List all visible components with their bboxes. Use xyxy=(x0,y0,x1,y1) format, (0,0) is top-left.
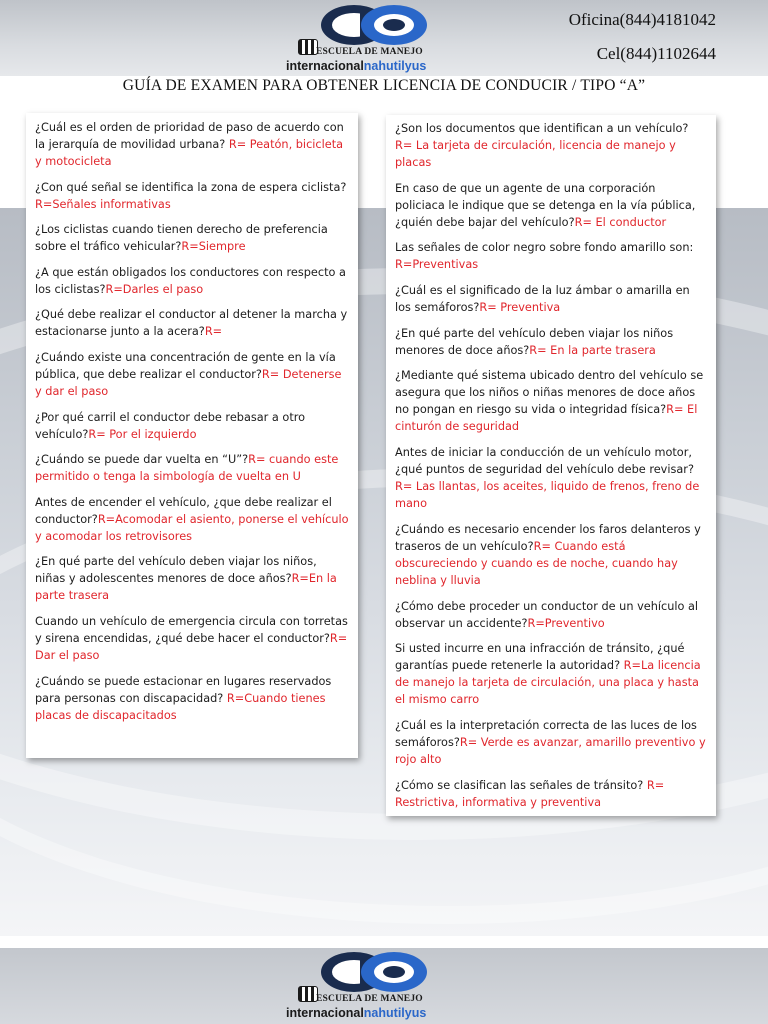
answer-text: R= Las llantas, los aceites, liquido de frenos, freno de mano xyxy=(395,480,700,511)
question-item xyxy=(395,444,707,512)
question-text: ¿Cuándo existe una concentración de gente en la vía pública, que debe realizar el conductor? xyxy=(35,350,336,381)
question-item xyxy=(35,673,349,724)
question-text: ¿Por qué carril el conductor debe rebasar a otro vehículo? xyxy=(35,410,306,441)
question-item xyxy=(395,282,707,316)
answer-text: R= Preventiva xyxy=(479,301,561,315)
question-text: ¿En qué parte del vehículo deben viajar los niños, niñas y adolescentes menores de doce años? xyxy=(35,555,317,586)
question-item xyxy=(395,717,707,768)
footer-logo xyxy=(286,950,456,1022)
question-text: ¿En qué parte del vehículo deben viajar los niños menores de doce años? xyxy=(395,326,674,357)
answer-text: R= En la parte trasera xyxy=(529,343,656,357)
question-text: Si usted incurre en una infracción de tránsito, ¿qué garantías puede retenerle la autoridad? xyxy=(395,642,685,673)
question-item xyxy=(395,777,707,811)
answer-text: R= El cinturón de seguridad xyxy=(395,403,698,434)
question-item xyxy=(395,239,707,273)
school-name: ESCUELA DE MANEJO xyxy=(316,994,423,1004)
question-item xyxy=(35,451,349,485)
cell-phone: Cel(844)1102644 xyxy=(596,44,716,63)
office-phone: Oficina(844)4181042 xyxy=(568,10,716,29)
question-text: ¿Qué debe realizar el conductor al detener la marcha y estacionarse junto a la acera? xyxy=(35,308,348,339)
question-text: ¿Cuál es el orden de prioridad de paso de acuerdo con la jerarquía de movilidad urbana? xyxy=(35,121,344,151)
answer-text: R= Cuando está obscureciendo y cuando es de noche, cuando hay neblina y lluvia xyxy=(395,539,678,587)
answer-text: R= cuando este permitido o tenga la simbología de vuelta en U xyxy=(35,453,339,484)
question-text: ¿A que están obligados los conductores con respecto a los ciclistas? xyxy=(35,265,346,296)
right-question-list xyxy=(386,115,716,816)
question-text: ¿Los ciclistas cuando tienen derecho de preferencia sobre el tráfico vehicular? xyxy=(35,223,328,254)
answer-text: R=La licencia de manejo la tarjeta de circulación, una placa y hasta el mismo carro xyxy=(395,659,701,707)
question-item xyxy=(395,180,707,231)
question-text: Antes de encender el vehículo, ¿que debe realizar el conductor? xyxy=(35,495,332,526)
question-item xyxy=(35,221,349,255)
question-item xyxy=(395,640,707,708)
answer-text: R= Verde es avanzar, amarillo preventivo y rojo alto xyxy=(395,735,706,766)
answer-text: R= Dar el paso xyxy=(35,631,348,662)
brand-name: internacionalnahutilyus xyxy=(286,1006,427,1020)
school-logo-icon xyxy=(316,3,436,47)
question-text: En caso de que un agente de una corporación policiaca le indique que se detenga en la vía pública, ¿quién debe bajar del vehículo? xyxy=(395,181,696,229)
answer-text: R= xyxy=(204,325,223,339)
answer-text: R=Cuando tienes placas de discapacitados xyxy=(35,691,326,722)
question-text: ¿Mediante qué sistema ubicado dentro del vehículo se asegura que los niños o niñas menores de doce años no pongan en riesgo su vida o integridad física? xyxy=(395,369,704,417)
question-item xyxy=(35,179,349,213)
answer-text: R=Preventivo xyxy=(527,616,605,630)
question-text: ¿Cuándo es necesario encender los faros delanteros y traseros de un vehículo? xyxy=(395,522,701,553)
question-item xyxy=(395,325,707,359)
answer-text: R= El conductor xyxy=(574,215,667,229)
question-text: ¿Cómo debe proceder un conductor de un vehículo al observar un accidente? xyxy=(395,599,699,630)
answer-text: R= Peatón, bicicleta y motocicleta xyxy=(35,138,344,168)
question-item xyxy=(35,409,349,443)
page-title: GUÍA DE EXAMEN PARA OBTENER LICENCIA DE CONDUCIR / TIPO “A” xyxy=(122,77,646,94)
checkered-flag-icon xyxy=(298,39,318,55)
question-text: ¿Cuándo se puede estacionar en lugares reservados para personas con discapacidad? xyxy=(35,674,332,705)
answer-text: R= Por el izquierdo xyxy=(88,427,197,441)
left-question-list xyxy=(26,113,358,758)
question-text: ¿Son los documentos que identifican a un vehículo? xyxy=(395,122,689,135)
question-item xyxy=(35,553,349,604)
question-item xyxy=(35,613,349,664)
answer-text: R= Detenerse y dar el paso xyxy=(35,367,342,398)
answer-text: R=Preventivas xyxy=(395,258,479,272)
question-item xyxy=(395,120,707,171)
answer-text: R= Restrictiva, informativa y preventiva xyxy=(395,778,665,809)
question-text: Las señales de color negro sobre fondo amarillo son: xyxy=(395,241,694,255)
answer-text: R=Siempre xyxy=(181,240,246,254)
school-name: ESCUELA DE MANEJO xyxy=(316,47,423,57)
question-item xyxy=(35,306,349,340)
question-text: ¿Cuál es la interpretación correcta de las luces de los semáforos? xyxy=(395,718,697,749)
question-text: Cuando un vehículo de emergencia circula con torretas y sirena encendidas, ¿qué debe hacer el conductor? xyxy=(35,614,348,645)
question-text: ¿Cómo se clasifican las señales de tránsito? xyxy=(395,778,647,792)
question-text: ¿Cuál es el significado de la luz ámbar o amarilla en los semáforos? xyxy=(395,284,690,315)
checkered-flag-icon xyxy=(298,986,318,1002)
answer-text: R=En la parte trasera xyxy=(35,572,337,603)
answer-text: R=Darles el paso xyxy=(105,282,204,296)
answer-text: R= La tarjeta de circulación, licencia de manejo y placas xyxy=(395,139,676,169)
answer-text: R=Señales informativas xyxy=(35,197,171,211)
question-item xyxy=(35,349,349,400)
header-logo xyxy=(286,3,456,75)
answer-text: R=Acomodar el asiento, ponerse el vehículo y acomodar los retrovisores xyxy=(35,512,349,543)
question-item xyxy=(35,119,349,170)
school-logo-icon xyxy=(316,950,436,994)
question-item xyxy=(35,264,349,298)
question-text: ¿Con qué señal se identifica la zona de espera ciclista? xyxy=(35,180,347,194)
question-item xyxy=(395,598,707,632)
question-item xyxy=(395,521,707,589)
question-item xyxy=(395,367,707,435)
question-text: ¿Cuándo se puede dar vuelta en “U”? xyxy=(35,453,249,467)
question-text: Antes de iniciar la conducción de un vehículo motor, ¿qué puntos de seguridad del vehículo debe revisar? xyxy=(395,446,694,477)
brand-name: internacionalnahutilyus xyxy=(286,59,427,73)
question-item xyxy=(35,494,349,545)
